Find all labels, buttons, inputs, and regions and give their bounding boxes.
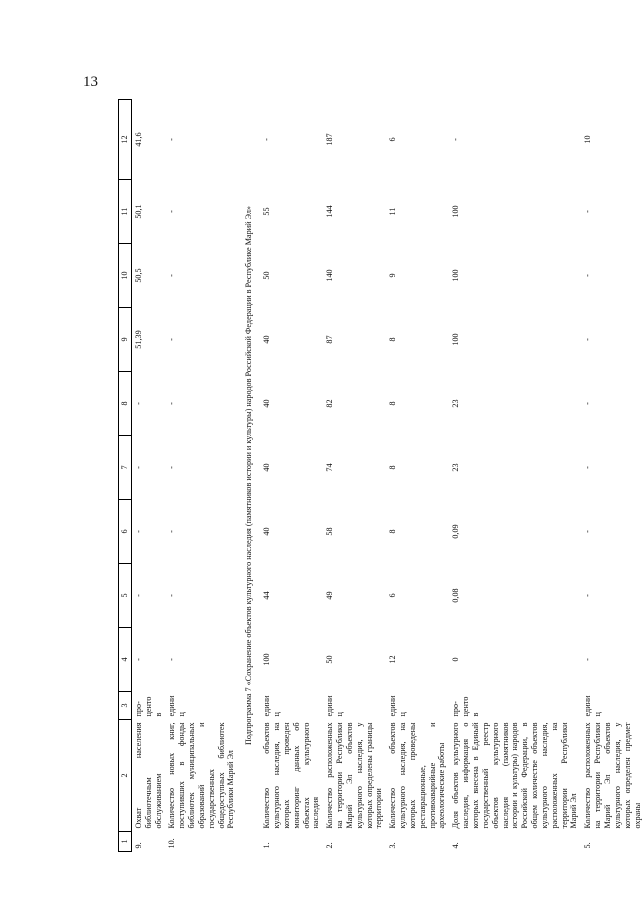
value-cell: 87 [325, 335, 335, 344]
row-number: 1. [262, 842, 272, 849]
value-cell: 51,39 [133, 330, 143, 349]
value-cell: 74 [325, 463, 335, 472]
column-header: 6 [119, 500, 132, 564]
value-cell: - [167, 402, 177, 405]
value-cell: 10 [583, 135, 593, 144]
column-header: 11 [119, 180, 132, 244]
row-number: 9. [133, 842, 143, 849]
value-cell: 82 [325, 399, 335, 408]
value-cell: 40 [262, 463, 272, 472]
value-cell: 40 [262, 527, 272, 536]
value-cell: - [133, 466, 143, 469]
rotated-table-container [118, 100, 642, 852]
table-row [165, 100, 238, 852]
value-cell: - [167, 594, 177, 597]
value-cell: - [583, 338, 593, 341]
value-cell: 100 [451, 333, 461, 346]
value-cell: 23 [451, 399, 461, 408]
value-cell: 0 [451, 657, 461, 662]
indicator-name: Количество расположенных на территории Республики Марий Эл объектов культурного наследия, у которых определены границы территории [325, 722, 384, 829]
value-cell: 11 [388, 207, 398, 216]
column-header: 4 [119, 628, 132, 692]
value-cell: 8 [388, 337, 398, 342]
column-header: 5 [119, 564, 132, 628]
unit: единиц [167, 695, 187, 717]
table-row [260, 100, 323, 852]
column-header: 8 [119, 372, 132, 436]
column-header: 9 [119, 308, 132, 372]
value-cell: 58 [325, 527, 335, 536]
value-cell: 50 [262, 271, 272, 280]
value-cell: 100 [451, 269, 461, 282]
value-cell: - [133, 594, 143, 597]
value-cell: - [167, 530, 177, 533]
value-cell: 0,08 [451, 588, 461, 603]
column-header: 10 [119, 244, 132, 308]
value-cell: - [167, 658, 177, 661]
value-cell: 40 [262, 335, 272, 344]
row-number: 3. [388, 842, 398, 849]
row-number: 5. [583, 842, 593, 849]
value-cell: 55 [262, 207, 272, 216]
value-cell: 44 [262, 591, 272, 600]
value-cell: 50,1 [133, 204, 143, 219]
value-cell: 8 [388, 529, 398, 534]
value-cell: - [583, 530, 593, 533]
unit: про-центов [133, 696, 163, 717]
table-row [131, 100, 165, 852]
value-cell: 23 [451, 463, 461, 472]
value-cell: 6 [388, 137, 398, 142]
unit: про-центов [451, 696, 480, 717]
value-cell: - [167, 274, 177, 277]
column-header: 2 [119, 720, 132, 832]
page-number: 13 [83, 74, 98, 90]
value-cell: 12 [388, 655, 398, 664]
value-cell: - [583, 402, 593, 405]
indicator-table [118, 99, 644, 852]
table-row [581, 100, 644, 852]
value-cell: 0,09 [451, 524, 461, 539]
subprogram-row [238, 100, 260, 852]
value-cell: - [167, 466, 177, 469]
value-cell: - [167, 138, 177, 141]
indicator-name: Количество объектов культурного наследия, на которых проведен мониторинг данных об объектах культурного наследия [262, 722, 321, 829]
value-cell: 6 [388, 593, 398, 598]
subprogram-title: Подпрограмма 7 «Сохранение объектов культурного наследия (памятников истории и культуры) народов Российской Федерации в Республике Марий Эл» [244, 205, 254, 746]
indicator-name: Охват населения библиотечным обслуживанием [133, 722, 163, 829]
row-number: 4. [451, 842, 461, 849]
indicator-name: Количество объектов культурного наследия, на которых проведены реставрационные, противоаварийные и археологические работы [388, 722, 447, 829]
value-cell: - [167, 210, 177, 213]
table-row [323, 100, 386, 852]
indicator-name: Количество новых книг, поступивших в фонды библиотек муниципальных образований и государственных общедоступных библиотек Республики Марий Эл [167, 722, 236, 829]
column-header: 7 [119, 436, 132, 500]
row-number: 10. [167, 838, 177, 849]
value-cell: 8 [388, 465, 398, 470]
value-cell: 140 [325, 269, 335, 282]
value-cell: 50,5 [133, 268, 143, 283]
value-cell: 49 [325, 591, 335, 600]
value-cell: - [451, 138, 461, 141]
value-cell: 50 [325, 655, 335, 664]
value-cell: 187 [325, 133, 335, 146]
column-number-row [119, 100, 132, 852]
value-cell: 41,6 [133, 132, 143, 147]
value-cell: - [133, 658, 143, 661]
column-header: 1 [119, 832, 132, 852]
value-cell: 144 [325, 205, 335, 218]
value-cell: - [583, 210, 593, 213]
column-header: 3 [119, 692, 132, 720]
unit: единиц [583, 695, 603, 717]
value-cell: 8 [388, 401, 398, 406]
value-cell: - [583, 274, 593, 277]
value-cell: - [133, 402, 143, 405]
unit: единиц [262, 695, 281, 717]
value-cell: - [262, 138, 272, 141]
table-row [449, 100, 581, 852]
value-cell: 9 [388, 273, 398, 278]
value-cell: - [583, 658, 593, 661]
indicator-name: Доля объектов культурного наследия, информация о которых внесена в Единый государственный реестр объектов культурного наследия (памятников истории и культуры) народов Российской Федерации, в общем количестве объектов культурного наследия, расположенных на территории Республики Марий Эл [451, 722, 579, 829]
value-cell: - [583, 594, 593, 597]
value-cell: - [133, 530, 143, 533]
unit: единиц [388, 695, 408, 717]
value-cell: 100 [451, 205, 461, 218]
value-cell: - [583, 466, 593, 469]
indicator-name: Количество расположенных на территории Республики Марий Эл объектов культурного наследия, у которых определен предмет охраны [583, 722, 642, 829]
column-header: 12 [119, 100, 132, 180]
value-cell: - [167, 338, 177, 341]
value-cell: 100 [262, 653, 272, 666]
unit: единиц [325, 695, 345, 717]
value-cell: 40 [262, 399, 272, 408]
table-row [386, 100, 449, 852]
row-number: 2. [325, 842, 335, 849]
